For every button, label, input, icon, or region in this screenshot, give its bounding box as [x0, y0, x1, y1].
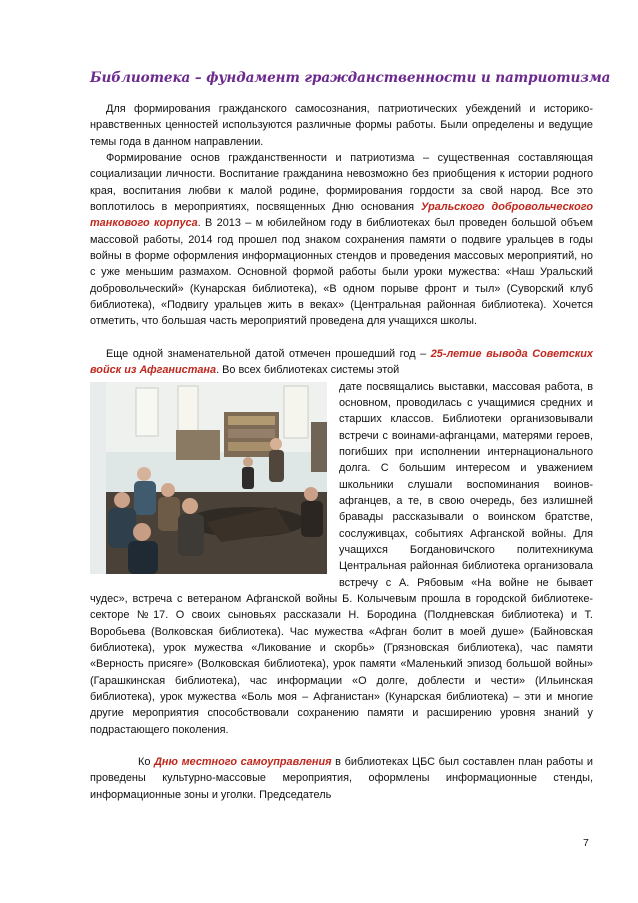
- paragraph-2: [90, 150, 593, 330]
- library-meeting-photo: [106, 382, 327, 574]
- highlight-local-government-day: Дню местного самоуправления: [154, 756, 332, 769]
- highlight-afghanistan: 25-летие вывода Советских войск из Афганистана: [90, 347, 593, 377]
- paragraph-3-text-b: . Во всех библиотеках системы этой дате посвящались выставки, массовая работа, в основном, проводилась с учащимися средних и старших классов. Библиотеки организовывали встречи с воинами-афганцами, матерями героев, погибших при исполнении интернационального долга. С большим интересом и уважением школьники слушали воспоминания воинов-афганцев, а те, в свою очередь, без излишней бравады рассказывали о воинском братстве, сослуживцах, событиях Афганской войны. Для учащихся Богдановичского политехникума Центральная районная библиотека организовала встречу с А. Рябовым «На войне не бывает чудес», встреча с ветераном Афганской войны Б. Колычевым прошла в городской библиотеке-секторе №17. О своих сыновьях рассказали Н. Бородина (Полдневская библиотека) и Т. Воробьева (Волковская библиотека). Час мужества «Афган болит в моей душе» (Байновская библиотека), урок мужества «Ликование и скорбь» (Грязновская библиотека), час памяти «Верность присяге» (Волковская библиотека), урок памяти «Маленький эпизод большой войны» (Гарашкинская библиотека), час информации «О долге, доблести и чести» (Ильинская библиотека), урок мужества «Боль моя – Афганистан» (Кунарская библиотека) – эти и многие другие мероприятия способствовали сохранению памяти и расширению уровня знаний у подрастающего поколения.: [90, 364, 593, 736]
- highlight-tank-corps: Уральского добровольческого танкового корпуса: [90, 201, 593, 230]
- page-title: Библиотека – фундамент гражданственности и патриотизма: [90, 70, 611, 86]
- paragraph-2-text-b: . В 2013 – м юбилейном году в библиотеках был проведен большой объем массовой работы, 2014 год прошел под знаком сохранения памяти о подвиге уральцев в годы войны в форме оформления информационных стендов и проведения массовых мероприятий, но с уже меньшим размахом. Основной формой работы были уроки мужества: «Наш Уральский добровольческий» (Кунарская библиотека), «В одном порыве фронт и тыл» (Суворский клуб библиотека), «Подвигу уральцев жить в веках» (Центральная районная библиотека). Хочется отметить, что большая часть мероприятий проведена для учащихся школы.: [90, 217, 593, 328]
- paragraph-3-intro: [90, 346, 593, 738]
- paragraph-3-text-a: Еще одной знаменательной датой отмечен прошедший год –: [106, 347, 431, 360]
- paragraph-4: [90, 754, 593, 803]
- paragraph-1: Для формирования гражданского самосознания, патриотических убеждений и историко-нравственных ценностей используются различные формы работы. Были определены и ведущие темы года в данном направлении.: [90, 103, 593, 148]
- paragraph-2-text-a: Формирование основ гражданственности и патриотизма – существенная составляющая социализации личности. Воспитание гражданина невозможно без приобщения к истории родного края, воспитания любви к малой родине, формирования гордости за свой народ. Все это воплотилось в мероприятиях, посвященных Дню основания: [90, 152, 593, 214]
- document-body: [90, 101, 593, 803]
- paragraph-4-text-a: Ко: [138, 756, 155, 769]
- page-number: 7: [583, 837, 589, 849]
- paragraph-4-text-b: в библиотеках ЦБС был составлен план работы и проведены культурно-массовые мероприятия, оформлены информационные стенды, информационные зоны и уголки. Председатель: [90, 756, 593, 801]
- event-photo: [90, 382, 327, 574]
